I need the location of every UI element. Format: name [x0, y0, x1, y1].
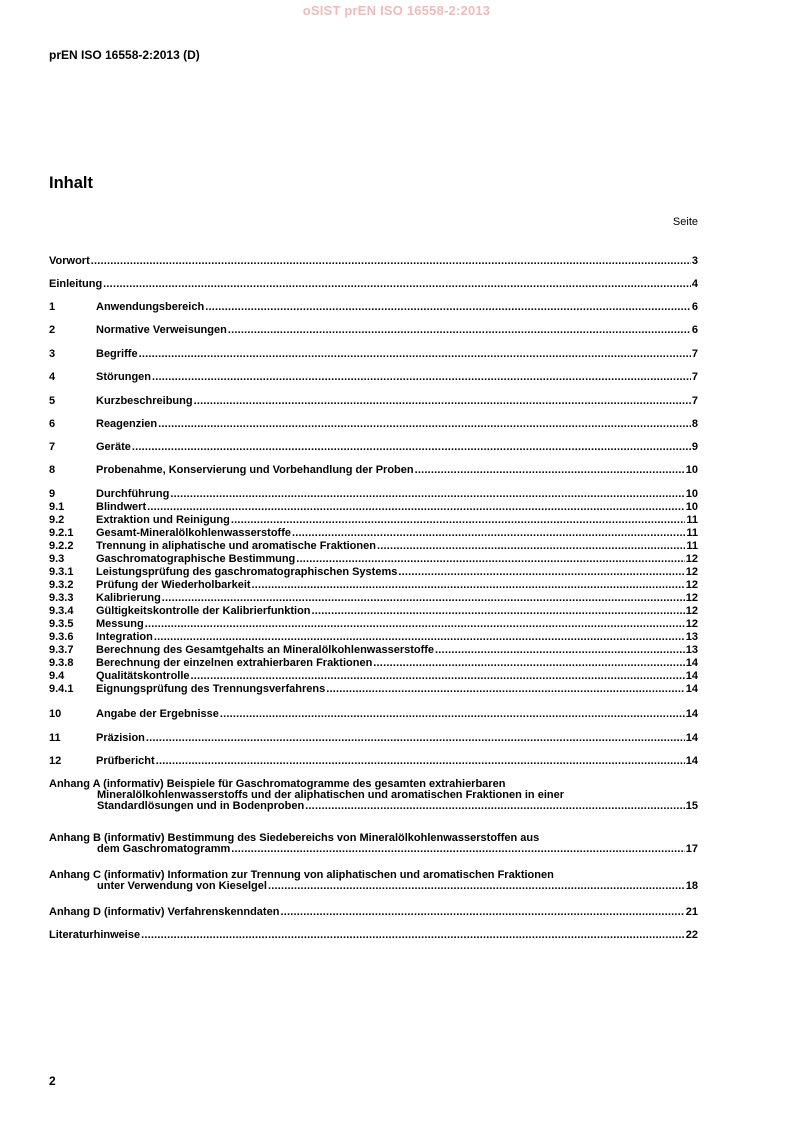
toc-title: Anhang A (informativ) Beispiele für Gaschromatogramme des gesamten extrahierbaren [49, 778, 506, 790]
toc-number: 9.1 [49, 501, 65, 513]
toc-number: 9.3.4 [49, 605, 74, 617]
toc-leader [435, 645, 685, 656]
toc-leader [231, 515, 686, 526]
toc-title-continuation: dem Gaschromatogramm [97, 843, 231, 855]
toc-number: 3 [49, 348, 56, 360]
toc-page: 12 [685, 618, 698, 630]
toc-entry-9-3-3[interactable] [49, 593, 698, 604]
toc-leader [305, 801, 685, 812]
watermark: oSIST prEN ISO 16558-2:2013 [302, 3, 491, 18]
toc-page: 14 [685, 708, 698, 720]
seite-label: Seite [672, 216, 698, 228]
toc-leader [377, 541, 685, 552]
toc-leader [268, 881, 685, 892]
toc-leader [147, 502, 685, 513]
toc-entry-9-2-2[interactable] [49, 541, 698, 552]
toc-number: 9.3.1 [49, 566, 74, 578]
toc-title: Extraktion und Reinigung [96, 514, 230, 526]
toc-number: 9.3.2 [49, 579, 74, 591]
toc-page: 14 [685, 683, 698, 695]
toc-title: Probenahme, Konservierung und Vorbehandlung der Proben [96, 464, 414, 476]
toc-title: Leistungsprüfung des gaschromatographischen Systems [96, 566, 398, 578]
toc-title: Berechnung der einzelnen extrahierbaren Fraktionen [96, 657, 373, 669]
toc-number: 9.3.6 [49, 631, 74, 643]
toc-page: 9 [691, 441, 698, 453]
toc-page: 14 [685, 670, 698, 682]
toc-page: 7 [691, 348, 698, 360]
toc-entry-9-3-5[interactable] [49, 619, 698, 630]
toc-number: 9.4 [49, 670, 65, 682]
toc-entry-2[interactable] [49, 325, 698, 336]
toc-entry-anhang-c[interactable] [49, 870, 698, 892]
toc-number: 5 [49, 395, 56, 407]
toc-entry-9-3-4[interactable] [49, 606, 698, 617]
toc-title: Prüfung der Wiederholbarkeit [96, 579, 251, 591]
toc-page: 3 [691, 255, 698, 267]
toc-title: Normative Verweisungen [96, 324, 227, 336]
toc-page: 12 [685, 579, 698, 591]
toc-entry-einleitung[interactable] [49, 279, 698, 290]
toc-number: 9.3.3 [49, 592, 74, 604]
toc-entry-9-1[interactable] [49, 502, 698, 513]
toc-page: 10 [685, 464, 698, 476]
toc-number: 4 [49, 371, 56, 383]
page-title: Inhalt [49, 174, 93, 192]
toc-page: 12 [685, 605, 698, 617]
toc-page: 8 [691, 418, 698, 430]
toc-leader [132, 442, 691, 453]
toc-title: Anhang D (informativ) Verfahrenskenndaten [49, 906, 280, 918]
toc-leader [228, 325, 691, 336]
toc-title: Blindwert [96, 501, 147, 513]
toc-leader [162, 593, 685, 604]
toc-title-continuation: Standardlösungen und in Bodenproben [97, 800, 305, 812]
toc-page: 14 [685, 755, 698, 767]
toc-leader [231, 844, 684, 855]
toc-number: 9.2 [49, 514, 65, 526]
toc-page: 13 [685, 631, 698, 643]
toc-number: 2 [49, 324, 56, 336]
toc-title: Eignungsprüfung des Trennungsverfahrens [96, 683, 326, 695]
toc-entry-5[interactable] [49, 396, 698, 407]
toc-number: 10 [49, 708, 62, 720]
toc-title: Einleitung [49, 278, 103, 290]
toc-entry-literaturhinweise[interactable] [49, 930, 698, 941]
toc-page: 11 [686, 527, 698, 539]
toc-page: 13 [685, 644, 698, 656]
toc-title: Literaturhinweise [49, 929, 141, 941]
toc-title: Begriffe [96, 348, 138, 360]
toc-entry-3[interactable] [49, 349, 698, 360]
toc-entry-9-3-1[interactable] [49, 567, 698, 578]
toc-leader [156, 756, 685, 767]
toc-entry-9-3-8[interactable] [49, 658, 698, 669]
toc-entry-9-2[interactable] [49, 515, 698, 526]
toc-leader [103, 279, 691, 290]
toc-entry-9-2-1[interactable] [49, 528, 698, 539]
toc-title: Gültigkeitskontrolle der Kalibrierfunktion [96, 605, 311, 617]
toc-page: 7 [691, 395, 698, 407]
toc-leader [280, 907, 684, 918]
toc-entry-9-4-1[interactable] [49, 684, 698, 695]
toc-entry-12[interactable] [49, 756, 698, 767]
toc-page: 18 [685, 880, 698, 892]
toc-entry-9[interactable] [49, 489, 698, 500]
toc-title: Kalibrierung [96, 592, 161, 604]
toc-entry-9-4[interactable] [49, 671, 698, 682]
toc-title: Durchführung [96, 488, 170, 500]
toc-leader [326, 684, 685, 695]
toc-number: 1 [49, 301, 56, 313]
toc-entry-9-3-2[interactable] [49, 580, 698, 591]
toc-leader [141, 930, 685, 941]
toc-page: 11 [686, 540, 698, 552]
toc-title: Anhang B (informativ) Bestimmung des Siedebereichs von Mineralölkohlenwasserstoffen aus [49, 832, 540, 844]
toc-leader [158, 419, 691, 430]
toc-entry-10[interactable] [49, 709, 698, 720]
toc-page: 4 [691, 278, 698, 290]
toc-title: Angabe der Ergebnisse [96, 708, 219, 720]
toc-title: Messung [96, 618, 144, 630]
toc-entry-9-3[interactable] [49, 554, 698, 565]
toc-leader [152, 372, 691, 383]
toc-number: 9.2.2 [49, 540, 74, 552]
toc-page: 12 [685, 566, 698, 578]
toc-leader [415, 465, 685, 476]
toc-entry-6[interactable] [49, 419, 698, 430]
toc-title-continuation: Mineralölkohlenwasserstoffs und der aliphatischen und aromatischen Fraktionen in einer [97, 789, 564, 801]
toc-number: 12 [49, 755, 62, 767]
toc-entry-9-3-7[interactable] [49, 645, 698, 656]
toc-number: 9.3.8 [49, 657, 74, 669]
toc-page: 11 [686, 514, 698, 526]
toc-title: Trennung in aliphatische und aromatische Fraktionen [96, 540, 376, 552]
toc-page: 10 [685, 488, 698, 500]
toc-number: 11 [49, 732, 61, 744]
toc-entry-anhang-a[interactable] [49, 779, 698, 812]
toc-page: 14 [685, 732, 698, 744]
toc-page: 12 [685, 553, 698, 565]
toc-title: Berechnung des Gesamtgehalts an Mineralölkohlenwasserstoffe [96, 644, 435, 656]
toc-number: 7 [49, 441, 56, 453]
toc-title: Kurzbeschreibung [96, 395, 193, 407]
toc-title: Gesamt-Mineralölkohlenwasserstoffe [96, 527, 292, 539]
toc-page: 17 [685, 843, 698, 855]
toc-page: 22 [685, 929, 698, 941]
page-number: 2 [49, 1074, 56, 1088]
toc-page: 21 [685, 906, 698, 918]
toc-entry-8[interactable] [49, 465, 698, 476]
toc-page: 7 [691, 371, 698, 383]
toc-page: 14 [685, 657, 698, 669]
toc-entry-9-3-6[interactable] [49, 632, 698, 643]
toc-leader [191, 671, 685, 682]
toc-leader [146, 733, 685, 744]
toc-entry-11[interactable] [49, 733, 698, 744]
toc-leader [205, 302, 691, 313]
toc-leader [292, 528, 685, 539]
toc-number: 8 [49, 464, 56, 476]
toc-number: 6 [49, 418, 56, 430]
toc-number: 9.4.1 [49, 683, 74, 695]
toc-title: Präzision [96, 732, 145, 744]
toc-entry-anhang-b[interactable] [49, 833, 698, 855]
toc-title-continuation: unter Verwendung von Kieselgel [97, 880, 267, 892]
toc-entry-vorwort[interactable] [49, 256, 698, 267]
toc-title: Störungen [96, 371, 151, 383]
toc-leader [139, 349, 691, 360]
toc-entry-7[interactable] [49, 442, 698, 453]
toc-number: 9.3.5 [49, 618, 74, 630]
toc-leader [220, 709, 685, 720]
toc-entry-anhang-d[interactable] [49, 907, 698, 918]
toc-leader [170, 489, 684, 500]
toc-title: Anwendungsbereich [96, 301, 205, 313]
toc-title: Geräte [96, 441, 131, 453]
toc-title: Reagenzien [96, 418, 158, 430]
toc-title: Gaschromatographische Bestimmung [96, 553, 296, 565]
toc-title: Qualitätskontrolle [96, 670, 190, 682]
toc-number: 9 [49, 488, 56, 500]
toc-leader [373, 658, 684, 669]
toc-leader [145, 619, 685, 630]
toc-title: Vorwort [49, 255, 90, 267]
toc-page: 10 [685, 501, 698, 513]
toc-page: 15 [685, 800, 698, 812]
toc-title: Prüfbericht [96, 755, 155, 767]
toc-number: 9.3.7 [49, 644, 74, 656]
document-id: prEN ISO 16558-2:2013 (D) [49, 48, 200, 62]
toc-title: Anhang C (informativ) Information zur Trennung von aliphatischen und aromatischen Fraktionen [49, 869, 554, 881]
toc-entry-1[interactable] [49, 302, 698, 313]
toc-page: 12 [685, 592, 698, 604]
toc-leader [398, 567, 684, 578]
toc-title: Integration [96, 631, 153, 643]
toc-entry-4[interactable] [49, 372, 698, 383]
toc-page: 6 [691, 301, 698, 313]
toc-leader [91, 256, 691, 267]
toc-leader [194, 396, 691, 407]
toc-page: 6 [691, 324, 698, 336]
toc-leader [296, 554, 684, 565]
toc-leader [252, 580, 685, 591]
toc-number: 9.3 [49, 553, 65, 565]
toc-leader [312, 606, 685, 617]
toc-number: 9.2.1 [49, 527, 74, 539]
toc-leader [154, 632, 685, 643]
